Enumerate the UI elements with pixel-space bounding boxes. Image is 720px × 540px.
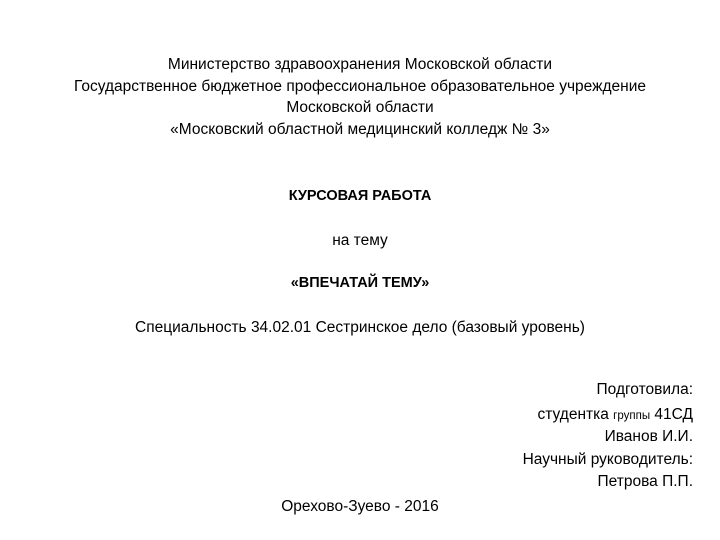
supervisor-name: Петрова П.П. [597, 473, 693, 490]
student-name: Иванов И.И. [604, 428, 693, 445]
region-line: Московской области [286, 99, 434, 116]
institution-type-line: Государственное бюджетное профессиональное образовательное учреждение [73, 78, 646, 95]
supervisor-label: Научный руководитель: [522, 451, 693, 468]
topic-heading: «ВПЕЧАТАЙ ТЕМУ» [290, 275, 430, 291]
on-topic-label: на тему [332, 232, 388, 249]
student-prefix: студентка [537, 406, 609, 423]
prepared-by-label: Подготовила: [596, 381, 693, 398]
group-word: группы [613, 410, 651, 422]
ministry-line: Министерство здравоохранения Московской области [167, 56, 553, 73]
specialty-line: Специальность 34.02.01 Сестринское дело (базовый уровень) [135, 319, 585, 336]
student-group-line [538, 405, 693, 426]
group-number: 41СД [654, 406, 693, 423]
college-name-line: «Московский областной медицинский колледж № 3» [170, 121, 550, 138]
work-type-heading: КУРСОВАЯ РАБОТА [288, 188, 432, 204]
city-year-footer: Орехово-Зуево - 2016 [281, 498, 439, 515]
